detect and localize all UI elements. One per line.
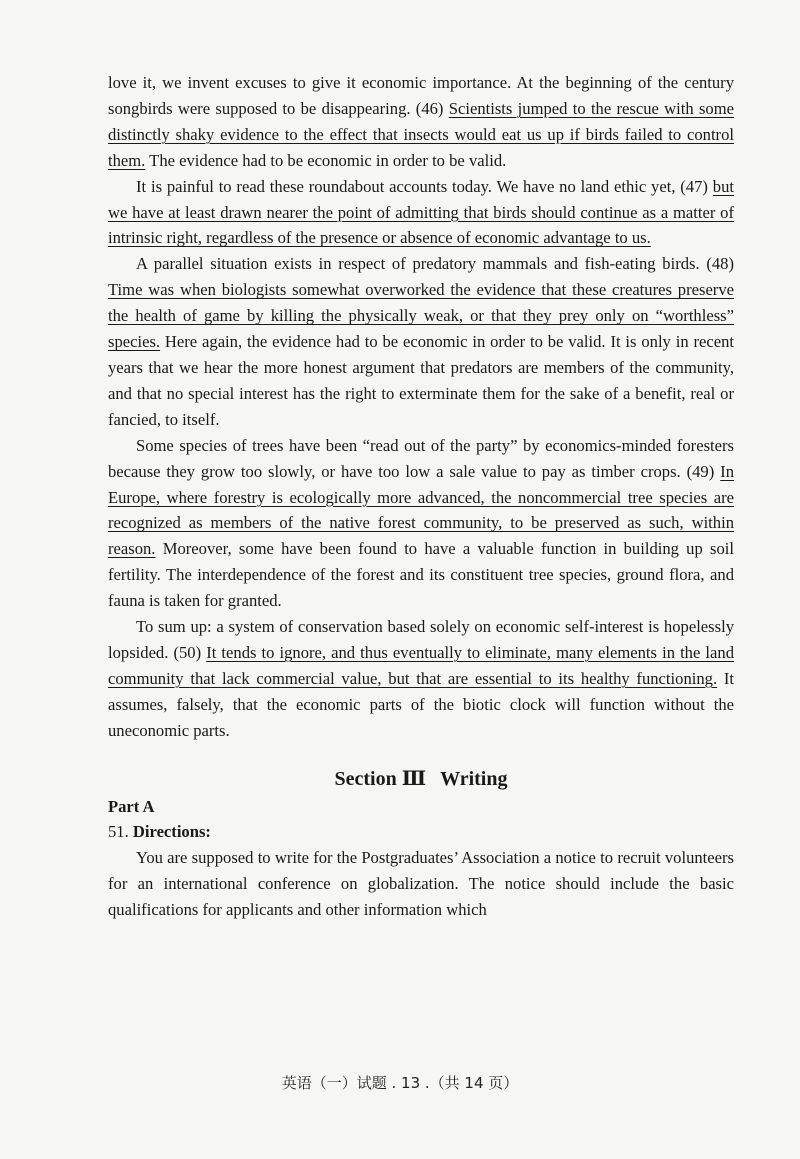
paragraph-2-text-a: It is painful to read these roundabout accounts today. We have no land ethic yet, (47) (136, 176, 713, 196)
question-47-underlined: but we have at least drawn nearer the point of admitting that birds should continue as a matter of intrinsic right, regardless of the presence or absence of economic advantage to us. (108, 176, 734, 248)
section-title-left: Section Ⅲ (334, 767, 427, 790)
question-48-underlined: Time was when biologists somewhat overworked the evidence that these creatures preserve the health of game by killing the physically weak, or that they prey only on “worthless” species. (108, 280, 734, 352)
paragraph-1-text-a: love it, we invent excuses to give it economic importance. At the beginning of the century songbirds were supposed to be disappearing. (46) (108, 73, 734, 118)
exam-page (108, 70, 734, 923)
page-footer: 英语（一）试题 . 13 .（共 14 页） (281, 1074, 519, 1092)
directions-label: Directions: (132, 822, 211, 842)
question-46-underlined: Scientists jumped to the rescue with some distinctly shaky evidence to the effect that insects would eat us up if birds failed to control them. (108, 98, 735, 170)
part-heading: Part A (108, 796, 155, 816)
paragraph-5-text-b: It assumes, falsely, that the economic parts of the biotic clock will function without the uneconomic parts. (108, 668, 734, 740)
paragraph-5 (108, 614, 734, 744)
paragraph-2 (108, 174, 734, 252)
paragraph-4-text-a: Some species of trees have been “read out of the party” by economics-minded foresters because they grow too slowly, or have too low a sale value to pay as timber crops. (49) (108, 435, 734, 481)
paragraph-5-text-a: To sum up: a system of conservation based solely on economic self-interest is hopelessly lopsided. (50) (108, 617, 734, 662)
paragraph-3-text-a: A parallel situation exists in respect of predatory mammals and fish-eating birds. (48) (136, 254, 734, 274)
paragraph-1 (108, 70, 734, 174)
paragraph-3 (108, 251, 734, 432)
question-49-underlined: In Europe, where forestry is ecologically more advanced, the noncommercial tree species are recognized as members of the native forest community, to be preserved as such, within reason. (108, 461, 734, 559)
paragraph-4-text-b: Moreover, some have been found to have a valuable function in building up soil fertility. The interdependence of the forest and its constituent tree species, ground flora, and fauna is taken for granted. (108, 539, 734, 611)
section-title (108, 766, 734, 792)
question-number: 51. (108, 822, 129, 842)
paragraph-1-text-b: The evidence had to be economic in order to be valid. (145, 150, 507, 170)
section-title-right: Writing (440, 767, 508, 790)
directions-text: You are supposed to write for the Postgraduates’ Association a notice to recruit volunteers for an international conference on globalization. The notice should include the basic qualifications for applicants and other information which (108, 848, 734, 920)
question-50-underlined: It tends to ignore, and thus eventually to eliminate, many elements in the land community that lack commercial value, but that are essential to its healthy functioning. (108, 642, 734, 688)
paragraph-4 (108, 433, 734, 614)
paragraph-3-text-b: Here again, the evidence had to be economic in order to be valid. It is only in recent years that we hear the more honest argument that predators are members of the community, and that no special interest has the right to exterminate them for the sake of a benefit, real or fancied, to itself. (108, 332, 734, 429)
directions-heading (108, 819, 734, 845)
